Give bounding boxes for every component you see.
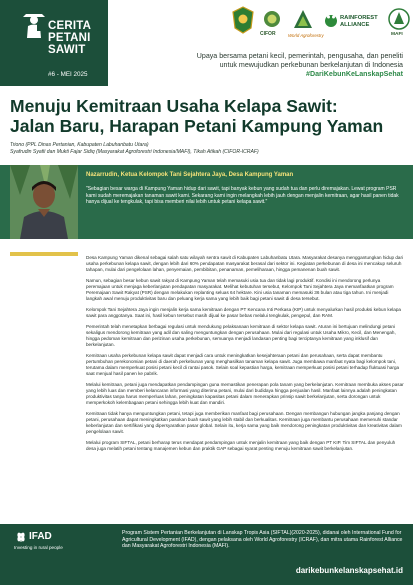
mafi-label: MAFI <box>391 32 403 37</box>
body-paragraph: Kemitraan tidak hanya menguntungkan petani, tetapi juga memberikan manfaat bagi perusahaan. Dengan membangun hubungan jangka panjang dengan petani, perusahaan dapat meningkatkan pasokan buah sawit yang lebih stabil dan berkualitas. Kemitraan juga membantu perusahaan memenuhi standar keberlanjutan dan sertifikasi yang dipersyaratkan pasar global. Selain itu, kerja sama yang baik mendorong peningkatan produktivitas dan kreativitas dalam pengelolaan sawit. <box>86 410 402 434</box>
rainforest-label-line: RAINFOREST <box>340 15 378 21</box>
portrait-illustration <box>10 165 78 239</box>
ifad-name: IFAD <box>29 531 52 542</box>
rainforest-label-line: ALLIANCE <box>340 21 370 28</box>
decorative-sidebar <box>10 252 78 522</box>
article-body <box>86 255 404 456</box>
mafi-logo-icon <box>388 8 410 32</box>
feature-quote: "Sebagian besar warga di Kampung Yaman hidup dari sawit, tapi banyak kebun yang sudah tua dan perlu diremajakan. Lewat program PSR kami sudah meremajakan tanaman sawit kami. Sekarang kami ingin melangkah lebih jauh dengan menjalin kemitraan, agar hasil panen tidak hanya dijual ke tengkulak, tapi bisa memberi nilai lebih untuk petani kelapa sawit." <box>86 186 399 206</box>
body-paragraph: Melalui program SIFTAL, petani berharap terus mendapat pendampingan untuk menjalin kemitraan yang baik dengan PT KIP. Tim SIFTAL dan penyuluh desa juga melatih petani tentang manajemen kebun dan praktik GAP sebagai syarat penting menuju kemitraan sawit berkelanjutan. <box>86 439 396 451</box>
article-title-line: Jalan Baru, Harapan Petani Kampung Yaman <box>10 116 384 136</box>
rainforest-alliance-label <box>340 15 378 28</box>
feature-caption: Nazarrudin, Ketua Kelompok Tani Sejahtera Jaya, Desa Kampung Yaman <box>86 172 294 178</box>
body-paragraph: Desa Kampung Yaman dikenal sebagai salah satu wilayah sentra sawit di Kabupaten Labuhanbatu Utara. Masyarakat desanya menggantungkan hidup dari usaha perkebunan kelapa sawit, dengan lebih dari 60% pendapatan masyarakat berasal dari sektor ini. Kegiatan perkebunan di desa ini mencakup seluruh tahapan, mulai dari pengelolaan lahan, penyemaian, pembibitan, penanaman, pemeliharaan, hingga pemanenan buah sawit. <box>86 255 404 273</box>
header <box>0 0 413 86</box>
brand-block <box>0 0 108 86</box>
cifor-logo-icon <box>258 10 286 32</box>
brand-title <box>48 20 91 56</box>
farmer-portrait-photo <box>10 165 78 239</box>
body-paragraph: Melalui kemitraan, petani juga mendapatkan pendampingan guna memastikan penerapan pola tanam yang berkelanjutan. Kemitraan membuka akses pasar yang lebih luas dan memberi kelancaran informasi yang diterima petani, mulai dari budidaya hingga penjualan hasil. Manfaat lainnya adalah peningkatan produktivitas tanpa harus memperluas lahan, peningkatan kapasitas petani dalam menerapkan prinsip sawit berkelanjutan, serta dorongan untuk memperkokoh kelembagaan petani sehingga lebih kuat dan mandiri. <box>86 381 404 405</box>
article-title-line: Menuju Kemitraan Usaha Kelapa Sawit: <box>10 96 338 116</box>
ifad-wheat-icon <box>14 531 28 543</box>
hashtag: #DariKebunKeLanskapSehat <box>306 70 403 78</box>
authors-line: Syafrudin Syafii dan Mukti Fajar Sidiq (Masyarakat Agroforestri Indonesia/MAFI), Tikah Atikah (CIFOR-ICRAF) <box>10 149 259 155</box>
body-paragraph: Kemitraan usaha perkebunan kelapa sawit dapat menjadi cara untuk meningkatkan kesejahteraan petani dan perusahaan, serta dapat membantu pertumbuhan perekonomian petani di daerah perkebunan yang menghasilkan tanaman kelapa sawit. Juga membawa manfaat nyata bagi kelompok tani, terutama dalam memperkuat posisi petani kecil di rantai pasok. Selain soal kepastian harga, kemitraan memperkuat posisi petani terhadap fluktuasi harga saat menjual hasil panen ke pabrik. <box>86 352 400 376</box>
brand-title-line: PETANI <box>48 32 91 44</box>
article-authors <box>10 142 405 156</box>
cifor-label: CIFOR <box>260 31 276 37</box>
tagline-line: Upaya bersama petani kecil, pemerintah, pengusaha, dan peneliti <box>196 52 403 60</box>
tagline <box>103 52 403 79</box>
decorative-stripe <box>10 252 78 256</box>
issue-label: #6 - MEI 2025 <box>48 71 88 78</box>
partner-logos <box>232 6 412 50</box>
body-paragraph: Namun, sebagian besar kebun sawit rakyat di Kampung Yaman telah memasuki usia tua dan tidak lagi produktif. Kondisi ini mendorong perlunya peremajaan untuk menjaga keberlanjutan pendapatan masyarakat. Melihat kebutuhan tersebut, Kelompok Tani Sejahtera Jaya memanfaatkan program Peremajaan Sawit Rakyat (PSR) dengan melakukan replanting seluas 64 hektare. Kini usia tanaman memasuki 36 bulan atau tiga tahun. Ini menjadi langkah awal menuju produktivitas baru dan peluang kerja sama yang lebih baik bagi petani sawit di desa tersebut. <box>86 277 394 302</box>
world-agroforestry-logo-icon <box>290 8 316 32</box>
tagline-line: untuk mewujudkan perkebunan berkelanjutan di Indonesia <box>219 61 403 69</box>
website-link[interactable]: darikebunkelanskapsehat.id <box>295 566 403 575</box>
brand-title-line: CERITA <box>48 20 92 32</box>
ifad-tagline: Investing in rural people <box>14 545 63 550</box>
footer-description: Program Sistem Pertanian Berkelanjutan di Lanskap Tropis Asia (SIFTAL)(2020-2025), didanai oleh International Fund for Agricultural Development (IFAD), dengan pelaksana oleh World Agroforestry (ICRAF), dan mitra utama Rainforest Alliance dan Masyarakat Agroforestri Indonesia (MAFI). <box>122 530 403 550</box>
body-paragraph: Kelompok Tani Sejahtera Jaya ingin menjalin kerja sama kemitraan dengan PT Kencana Inti Perkasa (KIP) untuk menyalurkan hasil produksi kebun kelapa sawit para anggotanya. Saat ini, hasil kebun tersebut masih dijual ke pasar bebas melalui tengkulak, pengepul, dan RAM. <box>86 306 401 318</box>
frog-icon <box>324 12 338 28</box>
body-paragraph: Pemerintah telah menetapkan berbagai regulasi untuk mendukung pelaksanaan kemitraan di sektor kelapa sawit. Aturan ini bertujuan melindungi petani sekaligus mendorong kemitraan yang adil dan saling menguntungkan dengan perusahaan. Mulai dari regulasi untuk Usaha Mikro, Kecil, dan Menengah, hingga pedoman kemitraan dan perizinan usaha perkebunan, semuanya menjadi landasan penting bagi terciptanya kemitraan yang inklusif dan berkelanjutan. <box>86 323 396 347</box>
article-title <box>10 96 405 136</box>
authors-line: Triono (PPL Dinas Pertanian, Kabupaten Labuhanbatu Utara) <box>10 142 149 148</box>
farmer-icon <box>20 8 48 42</box>
brand-title-line: SAWIT <box>48 44 86 56</box>
world-agroforestry-label: World Agroforestry <box>288 33 324 38</box>
government-emblem-icon <box>232 6 254 34</box>
